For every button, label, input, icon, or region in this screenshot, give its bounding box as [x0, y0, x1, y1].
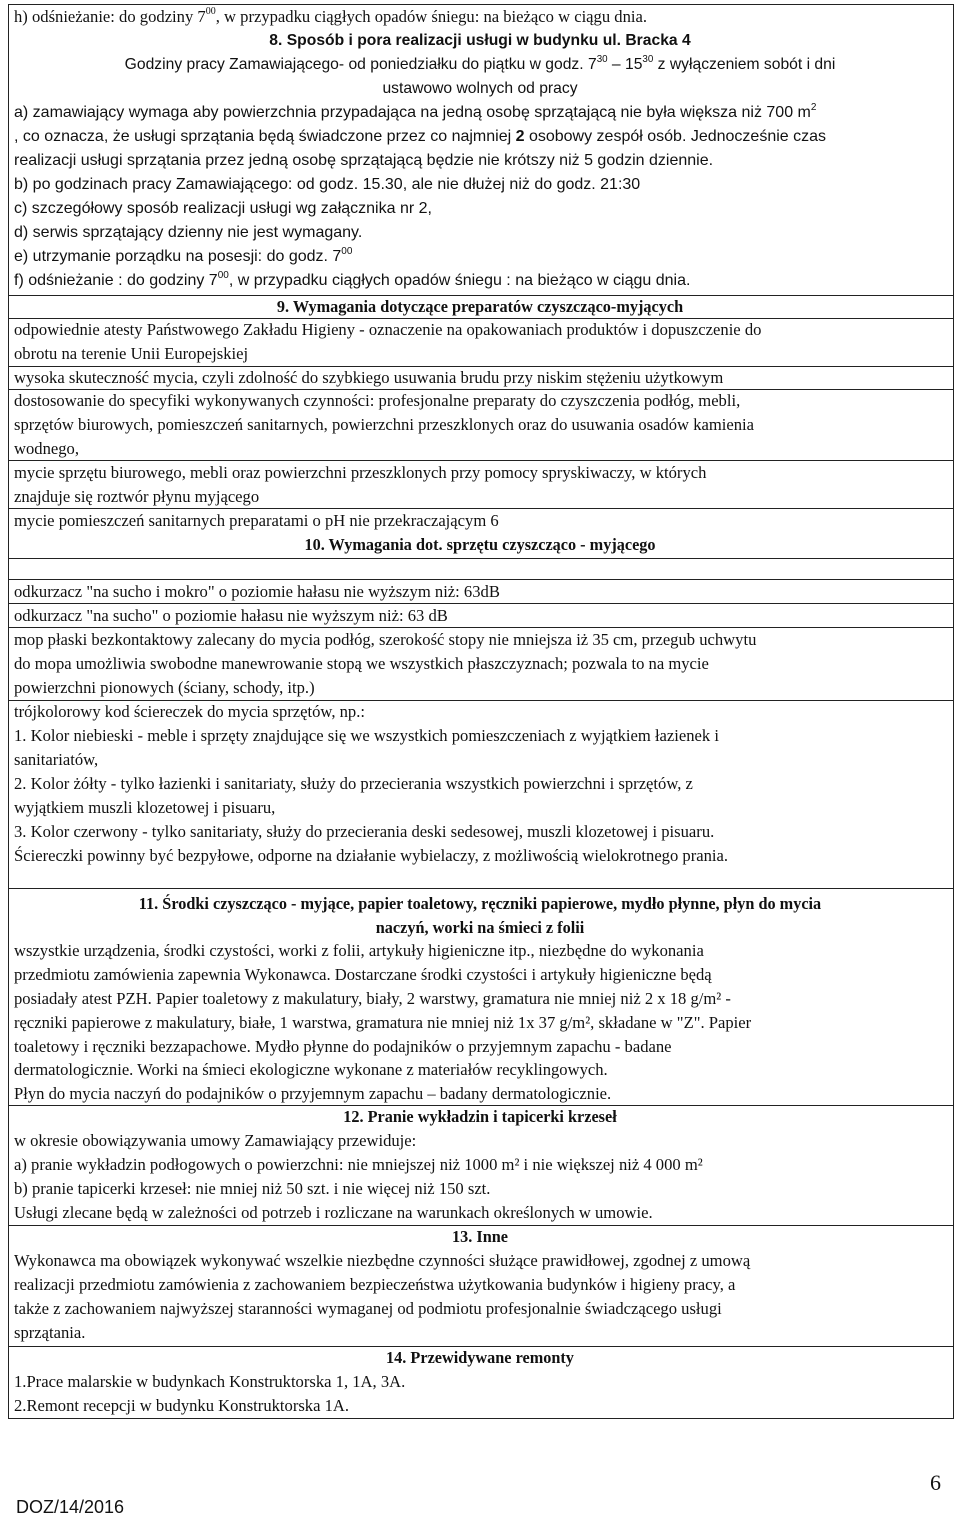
section10-row-4: trójkolorowy kod ściereczek do mycia sprzętów, np.:: [14, 702, 365, 721]
section12-line-4: Usługi zlecane będą w zależności od potrzeb i rozliczane na warunkach określonych w umowie.: [14, 1203, 653, 1222]
table-rule: [8, 1105, 954, 1106]
section10-row-2: odkurzacz "na sucho" o poziomie hałasu nie wyższym niż: 63 dB: [14, 606, 448, 625]
section10-row-3-line3: powierzchni pionowych (ściany, schody, itp.): [14, 678, 315, 697]
section9-row-4-line2: znajduje się roztwór płynu myjącego: [14, 487, 260, 506]
section8-item-a-line3: realizacji usługi sprzątania przez jedną osobę sprzątającą będzie nie krótszy niż 5 godzin dziennie.: [14, 152, 714, 169]
section9-row-5: mycie pomieszczeń sanitarnych preparatami o pH nie przekraczającym 6: [14, 511, 499, 530]
section11-line-7: Płyn do mycia naczyń do podajników o przyjemnym zapachu – badany dermatologicznie.: [14, 1084, 612, 1103]
table-rule: [8, 1418, 954, 1419]
section13-line-3: także z zachowaniem najwyższej staranności wymaganej od podmiotu profesjonalnie świadczącego usługi: [14, 1299, 722, 1318]
section9-row-1: odpowiednie atesty Państwowego Zakładu Higieny - oznaczenie na opakowaniach produktów i dopuszczenie do: [14, 320, 762, 339]
section10-heading: 10. Wymagania dot. sprzętu czyszcząco - myjącego: [304, 535, 656, 554]
table-rule: [8, 1225, 954, 1226]
section8-item-e: e) utrzymanie porządku na posesji: do godz. $7^{00}$: [14, 245, 353, 265]
table-border-left: [8, 4, 9, 1418]
table-rule: [8, 318, 954, 319]
section8-item-f: f) odśnieżanie : do godziny $7^{00}$, w przypadku ciągłych opadów śniegu : na bieżąco w ciągu dnia.: [14, 269, 691, 289]
section13-line-4: sprzątania.: [14, 1323, 86, 1342]
section9-row-3-line2: sprzętów biurowych, pomieszczeń sanitarnych, powierzchni przeszklonych oraz do usuwania osadów kamienia: [14, 415, 755, 434]
table-rule: [8, 4, 954, 5]
section10-row-3: mop płaski bezkontaktowy zalecany do mycia podłóg, szerokość stopy nie mniejsza iż 35 cm, przegub uchwytu: [14, 630, 757, 649]
section8-item-b: b) po godzinach pracy Zamawiającego: od godz. 15.30, ale nie dłużej niż do godz. 21:30: [14, 176, 641, 193]
section10-row-4-line6: 3. Kolor czerwony - tylko sanitariaty, służy do przecierania deski sedesowej, muszli klozetowej i pisuaru.: [14, 822, 715, 841]
section12-heading: 12. Pranie wykładzin i tapicerki krzeseł: [343, 1107, 617, 1126]
section11-line-1: wszystkie urządzenia, środki czystości, worki z folii, artykuły higieniczne itp., niezbędne do wykonania: [14, 941, 704, 960]
table-rule: [8, 627, 954, 628]
table-rule: [8, 460, 954, 461]
section9-row-3: dostosowanie do specyfiki wykonywanych czynności: profesjonalne preparaty do czyszczenia podłóg, mebli,: [14, 391, 741, 410]
section9-row-2: wysoka skuteczność mycia, czyli zdolność do szybkiego usuwania brudu przy niskim stężeniu użytkowym: [14, 368, 724, 387]
section8-hours-line2: ustawowo wolnych od pracy: [382, 80, 578, 97]
table-rule: [8, 579, 954, 580]
section10-row-1: odkurzacz "na sucho i mokro" o poziomie hałasu nie wyższym niż: 63dB: [14, 582, 500, 601]
section8-item-a-line2: , co oznacza, że usługi sprzątania będą świadczone przez co najmniej 2 osobowy zespół osób. Jednocześnie czas: [14, 128, 827, 145]
section8-item-a: a) zamawiający wymaga aby powierzchnia przypadająca na jedną osobę sprzątającą nie była większa niż 700 $m^2$: [14, 101, 817, 121]
table-rule: [8, 888, 954, 889]
section14-line-2: 2.Remont recepcji w budynku Konstruktorska 1A.: [14, 1396, 350, 1415]
section10-row-4-line4: 2. Kolor żółty - tylko łazienki i sanitariaty, służy do przecierania wszystkich powierzchni i sprzętów, z: [14, 774, 693, 793]
section7-item-h: h) odśnieżanie: do godziny $7^{00}$, w przypadku ciągłych opadów śniegu: na bieżąco w ciągu dnia.: [14, 6, 648, 26]
section9-row-1-line2: obrotu na terenie Unii Europejskiej: [14, 344, 249, 363]
section9-row-4: mycie sprzętu biurowego, mebli oraz powierzchni przeszklonych przy pomocy spryskiwaczy, w których: [14, 463, 707, 482]
section9-heading: 9. Wymagania dotyczące preparatów czyszcząco-myjących: [276, 297, 684, 316]
table-rule: [8, 366, 954, 367]
section12-line-3: b) pranie tapicerki krzeseł: nie mniej niż 50 szt. i nie więcej niż 150 szt.: [14, 1179, 491, 1198]
section8-item-c: c) szczegółowy sposób realizacji usługi wg załącznika nr 2,: [14, 200, 432, 217]
section8-heading: 8. Sposób i pora realizacji usługi w budynku ul. Bracka 4: [269, 32, 691, 49]
section13-line-1: Wykonawca ma obowiązek wykonywać wszelkie niezbędne czynności służące prawidłowej, zgodnej z umową: [14, 1251, 751, 1270]
table-rule: [8, 700, 954, 701]
table-rule: [8, 295, 954, 296]
table-border-right: [953, 4, 954, 1418]
table-rule: [8, 558, 954, 559]
section10-row-4-line5: wyjątkiem muszli klozetowej i pisuaru,: [14, 798, 276, 817]
section9-row-3-line3: wodnego,: [14, 439, 79, 458]
section10-row-3-line2: do mopa umożliwia swobodne manewrowanie stopą we wszystkich płaszczyznach; pozwala to na mycie: [14, 654, 709, 673]
section11-line-6: dermatologicznie. Worki na śmieci ekologiczne wykonane z materiałów recyklingowych.: [14, 1060, 608, 1079]
section11-line-4: ręczniki papierowe z makulatury, białe, 1 warstwa, gramatura nie mniej niż 1x 37 g/m², składane w "Z". Papier: [14, 1013, 752, 1032]
section8-hours: Godziny pracy Zamawiającego- od poniedziałku do piątku w godz. $7^{30} - 15^{30}$ z wyłączeniem sobót i dni: [124, 53, 836, 73]
section11-line-5: toaletowy i ręczniki bezzapachowe. Mydło płynne do podajników o przyjemnym zapachu - badane: [14, 1037, 672, 1056]
document-id: DOZ/14/2016: [16, 1497, 125, 1517]
section10-row-4-line7: Ściereczki powinny być bezpyłowe, odporne na działanie wybielaczy, z możliwością wielokrotnego prania.: [14, 846, 729, 865]
section11-line-2: przedmiotu zamówienia zapewnia Wykonawca. Dostarczane środki czystości i artykuły higieniczne będą: [14, 965, 712, 984]
section11-heading: 11. Środki czyszcząco - myjące, papier toaletowy, ręczniki papierowe, mydło płynne, płyn do mycia: [138, 894, 822, 913]
table-rule: [8, 389, 954, 390]
section14-heading: 14. Przewidywane remonty: [386, 1348, 574, 1367]
table-rule: [8, 508, 954, 509]
section10-row-4-line3: sanitariatów,: [14, 750, 99, 769]
section12-line-2: a) pranie wykładzin podłogowych o powierzchni: nie mniejszej niż 1000 m² i nie większej niż 4 000 m²: [14, 1155, 703, 1174]
page-number: 6: [930, 1470, 941, 1495]
section10-row-4-line2: 1. Kolor niebieski - meble i sprzęty znajdujące się we wszystkich pomieszczeniach z wyjątkiem łazienek i: [14, 726, 719, 745]
section11-heading-line2: naczyń, worki na śmieci z folii: [375, 918, 585, 937]
section13-line-2: realizacji przedmiotu zamówienia z zachowaniem bezpieczeństwa użytkowania budynków i higieny pracy, a: [14, 1275, 736, 1294]
section8-item-d: d) serwis sprzątający dzienny nie jest wymagany.: [14, 224, 363, 241]
section13-heading: 13. Inne: [452, 1227, 508, 1246]
section14-line-1: 1.Prace malarskie w budynkach Konstruktorska 1, 1A, 3A.: [14, 1372, 406, 1391]
section11-line-3: posiadały atest PZH. Papier toaletowy z makulatury, biały, 2 warstwy, gramatura nie mniej niż 2 x 18 g/m² -: [14, 989, 731, 1008]
table-rule: [8, 603, 954, 604]
table-rule: [8, 1346, 954, 1347]
section12-line-1: w okresie obowiązywania umowy Zamawiający przewiduje:: [14, 1131, 417, 1150]
